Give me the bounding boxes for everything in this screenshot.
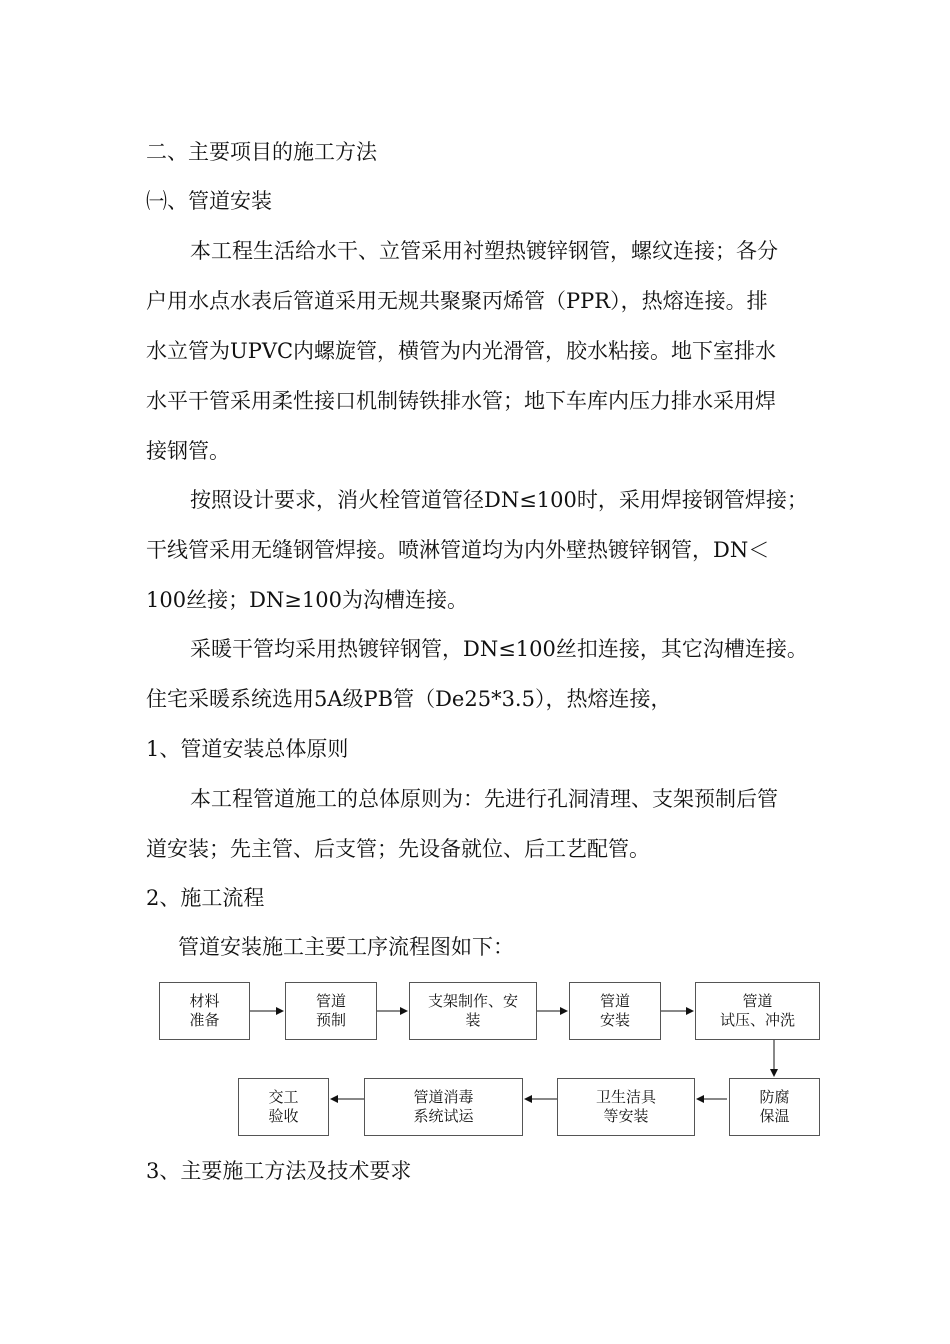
flow-step-pipe-install: 管道 安装 <box>569 982 661 1040</box>
paragraph-line: 本工程生活给水干、立管采用衬塑热镀锌钢管，螺纹连接；各分 <box>190 239 778 263</box>
flow-step-sanitary-install: 卫生洁具 等安装 <box>557 1078 695 1136</box>
paragraph-line: 100丝接；DN≥100为沟槽连接。 <box>146 588 468 612</box>
paragraph-line: 干线管采用无缝钢管焊接。喷淋管道均为内外壁热镀锌钢管，DN＜ <box>146 538 770 562</box>
section-heading: 二、主要项目的施工方法 <box>146 140 377 164</box>
flow-step-disinfection: 管道消毒 系统试运 <box>364 1078 523 1136</box>
paragraph-line: 接钢管。 <box>146 439 230 463</box>
section-title: 1、管道安装总体原则 <box>146 737 349 761</box>
paragraph-line: 户用水点水表后管道采用无规共聚聚丙烯管（PPR），热熔连接。排 <box>146 289 768 313</box>
flow-step-material-prep: 材料 准备 <box>159 982 250 1040</box>
paragraph-line: 采暖干管均采用热镀锌钢管，DN≤100丝扣连接，其它沟槽连接。 <box>190 637 808 661</box>
section-title: 3、主要施工方法及技术要求 <box>146 1159 412 1183</box>
section-title: 2、施工流程 <box>146 886 265 910</box>
paragraph-line: 水立管为UPVC内螺旋管，横管为内光滑管，胶水粘接。地下室排水 <box>146 339 777 363</box>
paragraph-line: 本工程管道施工的总体原则为：先进行孔洞清理、支架预制后管 <box>190 787 778 811</box>
flow-step-support-install: 支架制作、安 装 <box>409 982 537 1040</box>
flow-intro: 管道安装施工主要工序流程图如下： <box>178 935 514 959</box>
paragraph-line: 住宅采暖系统选用5A级PB管（De25*3.5），热熔连接， <box>146 687 672 711</box>
subsection-heading: ㈠、管道安装 <box>146 189 272 213</box>
flow-step-pressure-test: 管道 试压、冲洗 <box>695 982 820 1040</box>
paragraph-line: 道安装；先主管、后支管；先设备就位、后工艺配管。 <box>146 837 650 861</box>
paragraph-line: 按照设计要求，消火栓管道管径DN≤100时，采用焊接钢管焊接； <box>190 488 808 512</box>
flow-step-anticorrosion: 防腐 保温 <box>729 1078 820 1136</box>
flow-step-pipe-prefab: 管道 预制 <box>285 982 377 1040</box>
paragraph-line: 水平干管采用柔性接口机制铸铁排水管；地下车库内压力排水采用焊 <box>146 389 776 413</box>
flow-step-handover: 交工 验收 <box>238 1078 329 1136</box>
